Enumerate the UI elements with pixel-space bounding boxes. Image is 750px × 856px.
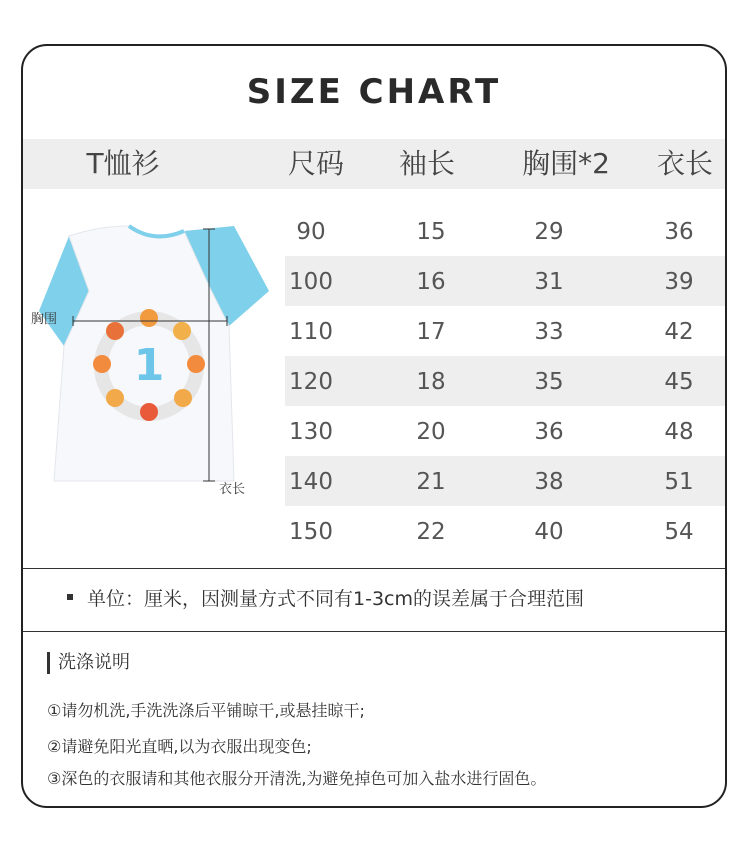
cell-sleeve: 16: [416, 269, 446, 295]
cell-chest: 36: [534, 419, 564, 445]
cell-size: 130: [289, 419, 333, 445]
tshirt-graphic: [29, 196, 279, 496]
cell-length: 36: [664, 219, 694, 245]
cell-length: 48: [664, 419, 694, 445]
cell-sleeve: 17: [416, 319, 446, 345]
cell-length: 42: [664, 319, 694, 345]
cell-size: 90: [296, 219, 326, 245]
cell-size: 150: [289, 519, 333, 545]
print-kid: [106, 389, 124, 407]
cell-chest: 29: [534, 219, 564, 245]
chest-label: 胸围: [31, 312, 58, 327]
print-kid: [174, 389, 192, 407]
table-header: [23, 139, 725, 189]
print-kid: [140, 403, 158, 421]
cell-chest: 38: [534, 469, 564, 495]
washing-item: ①请勿机洗,手洗洗涤后平铺晾干,或悬挂晾干;: [47, 701, 365, 720]
header-size: 尺码: [287, 147, 344, 180]
cell-length: 45: [664, 369, 694, 395]
cell-size: 120: [289, 369, 333, 395]
cell-length: 39: [664, 269, 694, 295]
washing-item: ②请避免阳光直晒,以为衣服出现变色;: [47, 737, 312, 756]
unit-note-text: 单位：厘米，因测量方式不同有1-3cm的误差属于合理范围: [87, 588, 584, 610]
print-kid: [140, 309, 158, 327]
divider: [23, 568, 725, 569]
cell-sleeve: 20: [416, 419, 446, 445]
print-kid: [187, 355, 205, 373]
cell-sleeve: 18: [416, 369, 446, 395]
print-kid: [173, 322, 191, 340]
length-label: 衣长: [219, 482, 246, 497]
header-body-length: 衣长: [656, 147, 713, 180]
cell-sleeve: 21: [416, 469, 446, 495]
bullet-icon: [67, 594, 73, 600]
cell-length: 51: [664, 469, 694, 495]
print-kid: [106, 322, 124, 340]
cell-chest: 31: [534, 269, 564, 295]
washing-item: ③深色的衣服请和其他衣服分开清洗,为避免掉色可加入盐水进行固色。: [47, 769, 547, 788]
print-kid: [93, 355, 111, 373]
header-chest: 胸围*2: [522, 147, 610, 180]
print-number: 1: [133, 340, 165, 391]
washing-title: 洗涤说明: [47, 652, 130, 674]
cell-size: 140: [289, 469, 333, 495]
cell-length: 54: [664, 519, 694, 545]
cell-chest: 33: [534, 319, 564, 345]
size-chart-card: [21, 44, 727, 808]
chart-title: SIZE CHART: [246, 72, 502, 112]
tshirt-illustration: [29, 196, 279, 496]
cell-chest: 40: [534, 519, 564, 545]
cell-size: 100: [289, 269, 333, 295]
header-tshirt: T恤衫: [86, 147, 160, 180]
cell-sleeve: 22: [416, 519, 446, 545]
unit-note: [67, 584, 584, 611]
cell-size: 110: [289, 319, 333, 345]
cell-chest: 35: [534, 369, 564, 395]
cell-sleeve: 15: [416, 219, 446, 245]
header-sleeve-length: 袖长: [398, 147, 455, 180]
divider: [23, 631, 725, 632]
